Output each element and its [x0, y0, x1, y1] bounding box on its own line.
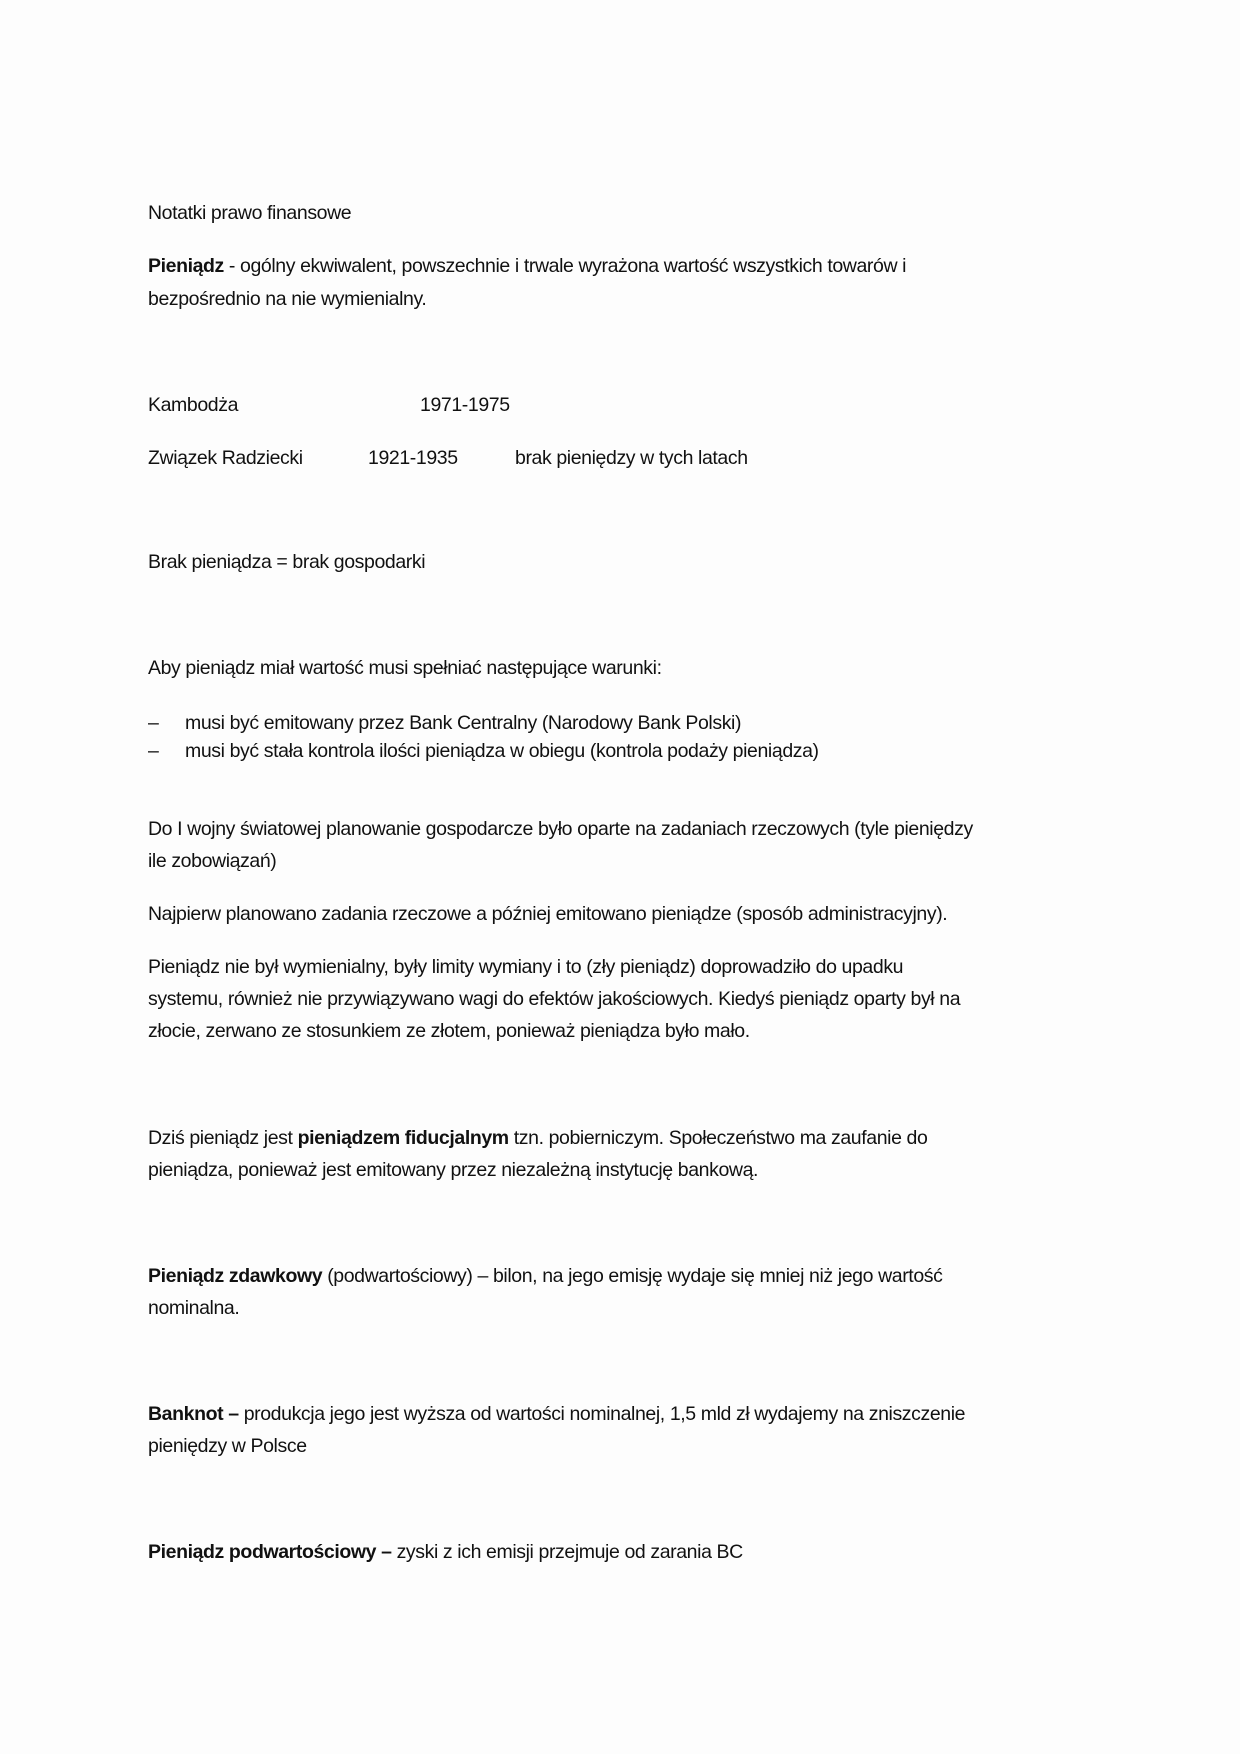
term-change: Pieniądz zdawkowy [148, 1265, 323, 1287]
example-country: Związek Radziecki [148, 447, 303, 469]
paragraph-war-line2: ile zobowiązań) [148, 850, 277, 872]
definition-money-line2: bezpośrednio na nie wymienialny. [148, 288, 427, 310]
term-subvalue: Pieniądz podwartościowy – [148, 1541, 392, 1563]
example-note: brak pieniędzy w tych latach [515, 447, 748, 469]
paragraph-planning: Najpierw planowano zadania rzeczowe a później emitowano pieniądze (sposób administracyjny). [148, 903, 948, 925]
condition-text: musi być emitowany przez Bank Centralny (Narodowy Bank Polski) [185, 712, 742, 734]
paragraph-exchange-line2: systemu, również nie przywiązywano wagi do efektów jakościowych. Kiedyś pieniądz oparty był na [148, 988, 961, 1010]
definition-banknote-line2: pieniędzy w Polsce [148, 1435, 307, 1457]
paragraph-fiat-line2: pieniądza, ponieważ jest emitowany przez niezależną instytucję bankową. [148, 1159, 759, 1181]
term-banknote: Banknot – [148, 1403, 239, 1425]
definition-money-text: - ogólny ekwiwalent, powszechnie i trwale wyrażona wartość wszystkich towarów i [223, 255, 907, 277]
fiat-suffix: tzn. pobierniczym. Społeczeństwo ma zaufanie do [508, 1127, 928, 1149]
term-fiat: pieniądzem fiducjalnym [297, 1127, 509, 1149]
document-title: Notatki prawo finansowe [148, 202, 352, 224]
definition-banknote-text: produkcja jego jest wyższa od wartości nominalnej, 1,5 mld zł wydajemy na zniszczenie [238, 1403, 966, 1425]
definition-subvalue-line [148, 1543, 743, 1563]
conditions-intro: Aby pieniądz miał wartość musi spełniać następujące warunki: [148, 657, 662, 679]
paragraph-war-line1: Do I wojny światowej planowanie gospodarcze było oparte na zadaniach rzeczowych (tyle pieniędzy [148, 818, 973, 840]
example-years: 1921-1935 [368, 447, 458, 469]
definition-change-line1 [148, 1267, 942, 1287]
fiat-prefix: Dziś pieniądz jest [148, 1127, 298, 1149]
example-years: 1971-1975 [420, 394, 510, 416]
condition-text: musi być stała kontrola ilości pieniądza w obiegu (kontrola podaży pieniądza) [185, 740, 819, 762]
definition-change-text: (podwartościowy) – bilon, na jego emisję wydaje się mniej niż jego wartość [322, 1265, 943, 1287]
dash-bullet-icon: – [148, 740, 159, 762]
dash-bullet-icon: – [148, 712, 159, 734]
term-money: Pieniądz [148, 255, 224, 277]
equation-line: Brak pieniądza = brak gospodarki [148, 551, 426, 573]
paragraph-exchange-line3: złocie, zerwano ze stosunkiem ze złotem, ponieważ pieniądza było mało. [148, 1020, 750, 1042]
paragraph-fiat-line1 [148, 1129, 927, 1149]
definition-money-line1 [148, 257, 906, 277]
example-country: Kambodża [148, 394, 239, 416]
paragraph-exchange-line1: Pieniądz nie był wymienialny, były limity wymiany i to (zły pieniądz) doprowadziło do upadku [148, 956, 904, 978]
definition-change-line2: nominalna. [148, 1297, 240, 1319]
definition-banknote-line1 [148, 1405, 965, 1425]
definition-subvalue-text: zyski z ich emisji przejmuje od zarania BC [391, 1541, 743, 1563]
